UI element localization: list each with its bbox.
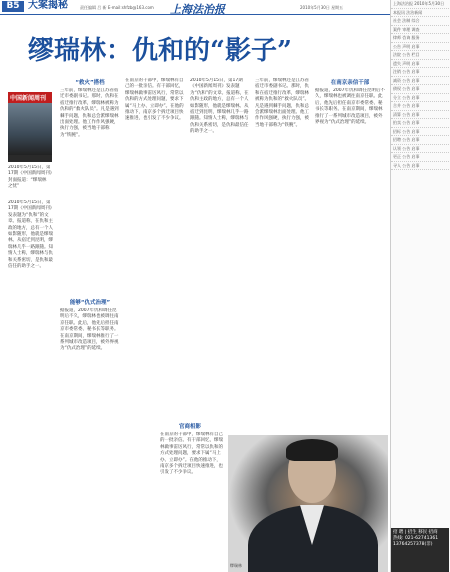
caption-line: 2010年5月15日，第 bbox=[8, 165, 51, 170]
article-column: 2010年5月15日，第17期《中国新闻周刊》发表题为“仇和”的文章。报道称，在仇和主政的地方，总有一个人如影随形，他就是缪瑞林。从宿迁到昆明，缪瑞林几乎一路跟随。知情人士称，缪瑞林与仇和关系密切，是仇和最信任的助手之一。 bbox=[8, 200, 53, 270]
sidebar-item: 分立 公告 启事 bbox=[391, 94, 450, 103]
sidebar-item: 拍卖 公告 启事 bbox=[391, 119, 450, 128]
classified-sidebar bbox=[390, 0, 450, 572]
editor-line: 责任编辑 吕 新 E-mail:shfzb@163.com bbox=[80, 5, 154, 10]
sidebar-item: 债权 公告 启事 bbox=[391, 85, 450, 94]
magazine-cover-image bbox=[8, 92, 52, 162]
article-column: 在南京的干部中，缪瑞林有自己的一批亲信。有干部回忆，缪瑞林做事雷厉风行，常常以仇和的方式处理问题，要求下属“马上办、立即办”。在他的推动下，南京多个拆迁项目快速推进，也引发了不少争议。 bbox=[125, 78, 184, 122]
sidebar-item: 认领 公告 启事 bbox=[391, 145, 450, 154]
article-column: 三年前，缪瑞林还是江苏省宿迁市委副书记。那时，仇和在宿迁推行改革，缪瑞林被称为仇和的“救火队员”。凡是遇到棘手问题，仇和总会派缪瑞林出面处理。他工作作风强硬，执行力强，被当地干部称为“铁腕”。 bbox=[60, 88, 119, 138]
date-line: 2010年5月30日 星期五 bbox=[300, 5, 344, 10]
ad-line: 招 聘 | 招生 移民 招商 bbox=[393, 530, 438, 535]
sidebar-item: 社会 法制 综合 bbox=[391, 17, 450, 26]
sidebar-item: 上海法治报 2010年5月30日 bbox=[391, 0, 450, 9]
sidebar-item: 注销 公告 启事 bbox=[391, 68, 450, 77]
page-number: B5 bbox=[2, 1, 24, 12]
caption-line: 17期《中国新闻周刊》 bbox=[8, 171, 54, 177]
sidebar-item: 合并 公告 启事 bbox=[391, 102, 450, 111]
photo-caption: 缪瑞林 bbox=[230, 563, 242, 568]
sidebar-item: 案件 审理 调查 bbox=[391, 26, 450, 35]
sidebar-item: 更正 公告 启事 bbox=[391, 153, 450, 162]
subhead: “救火”搭档 bbox=[75, 80, 105, 86]
masthead: 上海法治报 bbox=[170, 3, 225, 16]
ad-line: 热线: 021-62741361 bbox=[393, 536, 439, 541]
article-column: 在南京的干部中，缪瑞林有自己的一批亲信。有干部回忆，缪瑞林做事雷厉风行，常常以仇和的方式处理问题，要求下属“马上办、立即办”。在他的推动下，南京多个拆迁项目快速推进，也引发了不少争议。 bbox=[160, 432, 223, 476]
sidebar-item: 法院 公告 栏目 bbox=[391, 51, 450, 60]
article-title: 缪瑞林：仇和的“影子” bbox=[28, 36, 292, 66]
magazine-cover-art bbox=[8, 103, 52, 155]
subhead: 官商相影 bbox=[178, 424, 201, 430]
sidebar-item: 遗失 声明 启事 bbox=[391, 60, 450, 69]
sidebar-item: 公告 声明 启事 bbox=[391, 43, 450, 52]
sidebar-item: 招标 公告 启事 bbox=[391, 128, 450, 137]
subhead: 在南京亲信干部 bbox=[330, 80, 370, 86]
ad-line: 13764257378(非) bbox=[393, 542, 433, 547]
article-column: 据报道，2007年仇和调任昆明后不久，缪瑞林也被调往南京任职。此后，他先后担任南京市委常委、秘书长等职务。在南京期间，缪瑞林推行了一系列城市改造项目，被外界视为“仇式治理”的延续。 bbox=[315, 88, 385, 126]
article-column: 据报道，2007年仇和调任昆明后不久，缪瑞林也被调往南京任职。此后，他先后担任南京市委常委、秘书长等职务。在南京期间，缪瑞林推行了一系列城市改造项目，被外界视为“仇式治理”的延续。 bbox=[60, 308, 119, 352]
magazine-caption bbox=[8, 165, 54, 191]
section-name: 大案揭秘 bbox=[28, 0, 68, 11]
subhead: 能够“仇式治理” bbox=[69, 300, 111, 306]
sidebar-item: 律师 咨询 服务 bbox=[391, 34, 450, 43]
article-column: 三年前，缪瑞林还是江苏省宿迁市委副书记。那时，仇和在宿迁推行改革，缪瑞林被称为仇和的“救火队员”。凡是遇到棘手问题，仇和总会派缪瑞林出面处理。他工作作风强硬，执行力强，被当地干部称为“铁腕”。 bbox=[255, 78, 310, 128]
article-column: 2010年5月15日，第17期《中国新闻周刊》发表题为“仇和”的文章。报道称，在仇和主政的地方，总有一个人如影随形，他就是缪瑞林。从宿迁到昆明，缪瑞林几乎一路跟随。知情人士称，缪瑞林与仇和关系密切，是仇和最信任的助手之一。 bbox=[190, 78, 249, 135]
sidebar-item: 本报讯 法治新闻 bbox=[391, 9, 450, 18]
caption-line: 封面报道：“缪瑞林 bbox=[8, 177, 47, 183]
classified-ad-box bbox=[391, 528, 449, 572]
caption-line: 之忧” bbox=[8, 184, 20, 190]
sidebar-item: 减资 公告 启事 bbox=[391, 77, 450, 86]
portrait-photo bbox=[228, 435, 388, 572]
sidebar-item: 清算 公告 启事 bbox=[391, 111, 450, 120]
sidebar-item: 寻人 公告 启事 bbox=[391, 162, 450, 171]
magazine-name: 中国新闻周刊 bbox=[8, 92, 52, 103]
sidebar-item: 招聘 公告 启事 bbox=[391, 136, 450, 145]
